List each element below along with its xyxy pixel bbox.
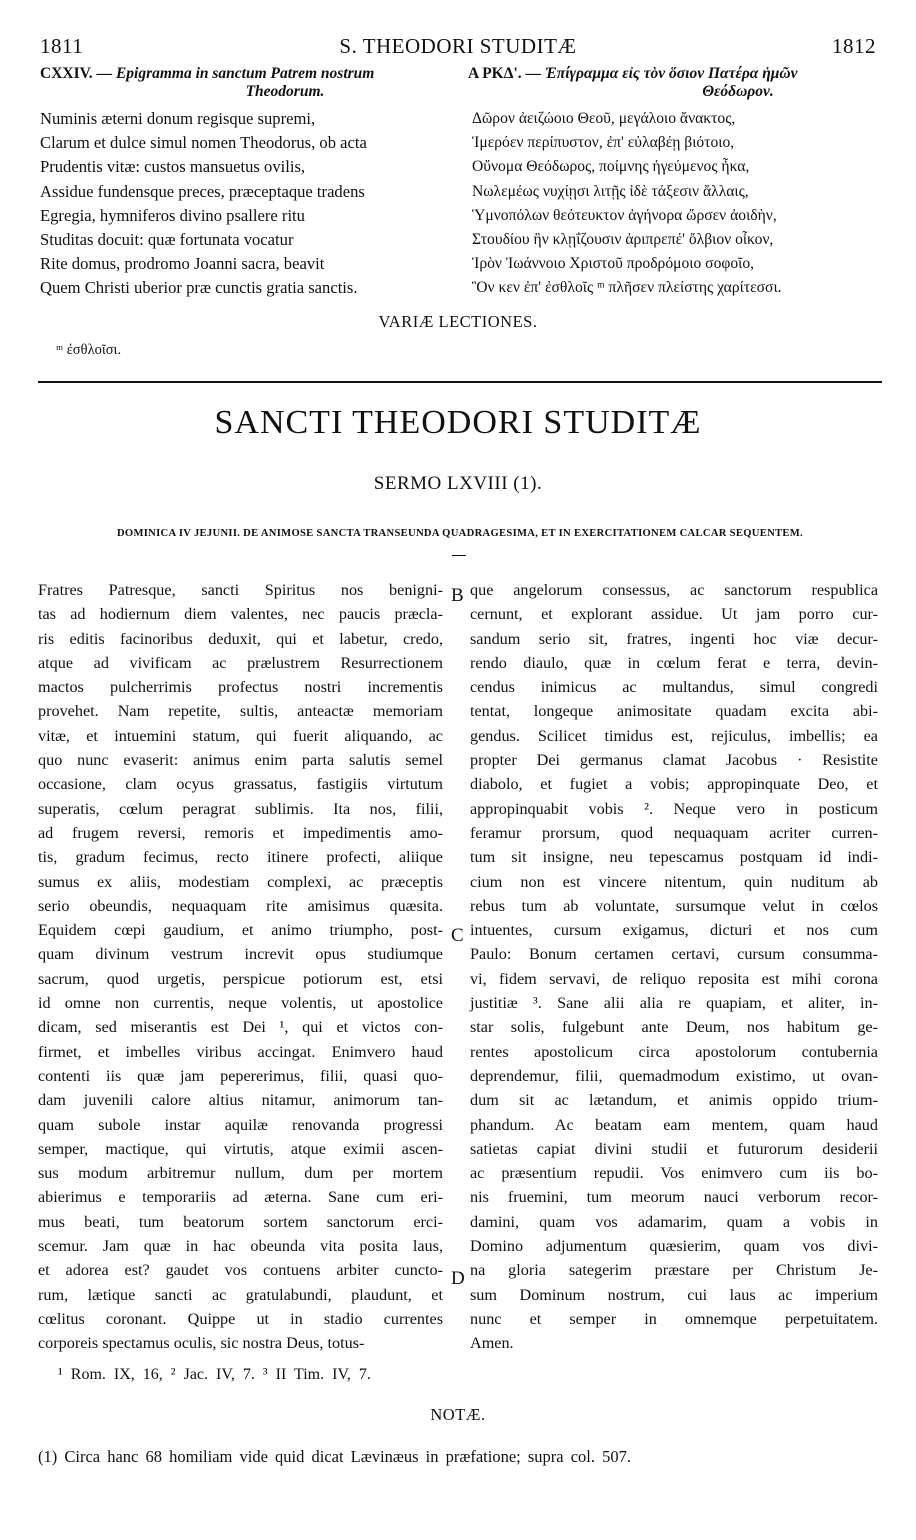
text-line: Fratres Patresque, sancti Spiritus nos benigni- — [38, 581, 443, 599]
epigram-latin-verse: Rite domus, prodromo Joanni sacra, beavit — [40, 254, 325, 274]
text-line: vitæ, et intuemini statum, qui fuerit aliquando, ac — [38, 726, 443, 745]
epigram-latin-verse: Assidue fundensque preces, præceptaque tradens — [40, 181, 365, 201]
text-line: Equidem cœpi gaudium, et animo triumpho, post- — [38, 921, 443, 940]
epigram-greek-verses — [468, 107, 888, 301]
text-column-right — [470, 578, 878, 1356]
epigram-latin-verse: Egregia, hymniferos divino psallere ritu — [40, 205, 305, 225]
column-number-right: 1812 — [832, 34, 876, 58]
epigram-latin-verse: Clarum et dulce simul nomen Theodorus, ob acta — [40, 133, 367, 153]
epigram-section — [40, 64, 884, 296]
text-line: tas ad hodiernum diem valentes, nec paucis præcla- — [38, 605, 443, 624]
text-line: occasione, clam ocyus grassatus, fastigiis virtutum — [38, 775, 443, 794]
text-line: na gloria sategerim præstare per Christum Je- — [470, 1261, 878, 1280]
text-line: Paulo: Bonum certamen certavi, cursum consumma- — [470, 945, 878, 964]
text-line: sus modum arbitremur nullum, dum per mortem — [38, 1164, 443, 1183]
epigram-greek-verse: Στουδίου ἣν κλῃΐζουσιν ἀριπρεπέ' ὄλβιον οἶκον, — [472, 231, 774, 249]
text-line: quo nunc evaserit: animus enim parta salutis semel — [38, 751, 443, 770]
text-line: nunc et semper in omnemque perpetuitatem. — [470, 1309, 878, 1328]
text-line: cœlitus coronant. Quippe ut in stadio currentes — [38, 1309, 443, 1328]
epigram-greek-verse: Δῶρον ἀειζώοιο Θεοῦ, μεγάλοιο ἄνακτος, — [472, 110, 736, 127]
text-line: ris editis facinoribus deduxit, qui et labetur, credo, — [38, 629, 443, 648]
text-line: star solis, fulgebunt ante Deum, nos habitum ge- — [470, 1018, 878, 1037]
text-line: appropinquabit vobis ². Neque vero in posticum — [470, 799, 878, 818]
text-line: ad frugem reversi, remoris et impedimentis amo- — [38, 823, 443, 842]
text-line: et adorea est? gaudet vos contuens arbiter cuncto- — [38, 1261, 443, 1280]
epigram-greek — [468, 64, 888, 301]
text-line: tum sit insigne, neu tepescamus postquam id indi- — [470, 848, 878, 867]
section-divider — [38, 381, 882, 383]
text-line: contenti iis quæ jam pepererimus, filii, quasi quo- — [38, 1066, 443, 1085]
text-line: propter Dei germanus clamat Jacobus · Resistite — [470, 751, 878, 770]
text-line: Domino adjumentum quæsierim, quam vos divi- — [470, 1237, 878, 1256]
text-line: justitiæ ³. Sane alii alia re quapiam, et aliter, in- — [470, 994, 878, 1013]
epigram-latin-title — [40, 64, 460, 83]
short-divider — [452, 555, 466, 556]
epigram-latin-verse: Numinis æterni donum regisque supremi, — [40, 109, 316, 128]
epigram-greek-verse: Ὃν κεν ἐπ' ἐσθλοῖς ᵐ πλῆσεν πλείστης χαρίτεσσι. — [472, 279, 782, 297]
text-line: scemur. Jam quæ in hac obeunda vita posita laus, — [38, 1237, 443, 1256]
margin-marker-b: B — [451, 585, 464, 606]
epigram-greek-title-text: Ἐπίγραμμα εἰς τὸν ὅσιον Πατέρα ἡμῶν — [544, 65, 798, 82]
text-line: abierimus e temporariis ad æterna. Sane cum eri- — [38, 1188, 443, 1207]
margin-marker-d: D — [451, 1268, 465, 1289]
text-line: sumus ex aliis, modestiam complexi, ac præceptis — [38, 872, 443, 891]
text-line: Amen. — [470, 1334, 514, 1353]
text-line: ac præsentium repudii. Vos enimvero cum iis bo- — [470, 1164, 878, 1183]
text-line: feramur prorsum, quod nequaquam acriter curren- — [470, 823, 878, 842]
text-line: sum Dominum nostrum, cui laus ac imperium — [470, 1285, 878, 1304]
page-header — [40, 34, 876, 60]
text-line: cernunt, et explorant assidue. Ut jam porro cur- — [470, 605, 878, 624]
epigram-latin-number: CXXIV. — — [40, 65, 113, 82]
epigram-greek-number: A ΡΚΔ'. — — [468, 65, 542, 82]
epigram-greek-verse: Ἱμερόεν περίπυστον, ἐπ' εὐλαβέῃ βιότοιο, — [472, 134, 735, 152]
text-line: cium non est vincere nitentum, quin nuditum ab — [470, 872, 878, 891]
text-line: diabolo, et fugiet a vobis; appropinquate Deo, et — [470, 775, 878, 794]
text-line: atque ad vivificam ac prælustrem Resurrectionem — [38, 653, 443, 672]
epigram-latin-verse: Prudentis vitæ: custos mansuetus ovilis, — [40, 157, 306, 177]
text-line: corporeis spectamus oculis, sic nostra Deus, totus- — [38, 1334, 365, 1353]
epigram-latin — [40, 64, 460, 301]
text-line: nis fruemini, tum meorum nauci verborum recor- — [470, 1188, 878, 1207]
text-line: dum sit ac lætandum, et animis oppido trium- — [470, 1091, 878, 1110]
text-line: deprendemur, filii, quemadmodum existimo, ut ovan- — [470, 1066, 878, 1085]
column-number-left: 1811 — [40, 34, 84, 58]
text-line: tis, gradum fecimus, recto itinere profecti, aliique — [38, 848, 443, 867]
text-line: dicam, sed miserantis est Dei ¹, qui et victos con- — [38, 1018, 443, 1037]
text-line: mus beati, tum beatorum sortem sanctorum erci- — [38, 1212, 443, 1231]
text-line: que angelorum consessus, ac sanctorum respublica — [470, 581, 878, 599]
sermo-title: SERMO LXVIII (1). — [373, 473, 543, 494]
text-line: mactos pulcherrimis profectus nostri incrementis — [38, 678, 443, 697]
epigram-greek-title-line2: Θεόδωρον. — [702, 83, 774, 100]
running-head: S. THEODORI STUDITÆ — [339, 34, 577, 58]
text-line: rentes apostolicum circa apostolorum contubernia — [470, 1042, 878, 1061]
notae-heading: NOTÆ. — [430, 1405, 486, 1424]
text-line: intuentes, cursum exigamus, dicturi et nos cum — [470, 921, 878, 940]
text-line: cendus inimicus ac multandus, simul congredi — [470, 678, 878, 697]
text-line: id omne non currentis, neque volentis, ut apostolice — [38, 994, 443, 1013]
epigram-greek-verse: Οὔνομα Θεόδωρος, ποίμνης ἡγεύμενος ἦκα, — [472, 158, 750, 176]
epigram-latin-verse: Studitas docuit: quæ fortunata vocatur — [40, 230, 294, 250]
epigram-greek-title — [468, 64, 888, 83]
text-line: tentat, longeque animositate quadam excita abi- — [470, 702, 878, 721]
margin-marker-c: C — [451, 925, 464, 946]
text-column-left — [38, 578, 443, 1356]
text-line: satietas capiat divini studii et futurorum desiderii — [470, 1139, 878, 1158]
variae-lectiones-note: ᵐ ἐσθλοῖσι. — [56, 342, 122, 358]
variae-lectiones-heading: VARIÆ LECTIONES. — [378, 312, 538, 331]
text-line: provehet. Nam repetite, sultis, anteactæ memoriam — [38, 702, 443, 721]
text-line: quam subole instar aquilæ renovanda progressi — [38, 1115, 443, 1134]
text-line: firmet, et imbelles viribus accingat. Enimvero haud — [38, 1042, 443, 1061]
text-line: sandum serio sit, fratres, ingenti hoc viæ decur- — [470, 629, 878, 648]
text-line: rum, lætique sancti ac gratulabundi, plaudunt, et — [38, 1285, 443, 1304]
epigram-greek-verse: Ἱρὸν Ἰωάννοιο Χριστοῦ προδρόμοιο σοφοῖο, — [472, 255, 755, 273]
text-line: quam divinum vestrum increvit opus studiumque — [38, 945, 443, 964]
text-line: vi, fidem servavi, de reliquo reposita est mihi corona — [470, 969, 878, 988]
text-line: rebus tum ab voluntate, sursumque velut in cœlos — [470, 896, 878, 915]
text-line: gendus. Scilicet timidus est, rejiculus, imbellis; ea — [470, 726, 878, 745]
notae-note: (1) Circa hanc 68 homiliam vide quid dicat Lævinæus in præfatione; supra col. 507. — [38, 1447, 632, 1466]
epigram-greek-verse: Ὑμνοπόλων θεότευκτον ἀγήνορα ὤρσεν ἀοιδὴν, — [472, 206, 777, 224]
epigram-latin-title-line2: Theodorum. — [245, 83, 325, 100]
epigram-latin-verses — [40, 107, 460, 301]
text-line: sacrum, quod urgetis, perspicue potiorum est, etsi — [38, 969, 443, 988]
text-line: phandum. Ac beatam eam mentem, quam haud — [470, 1115, 878, 1134]
epigram-latin-title-text: Epigramma in sanctum Patrem nostrum — [115, 65, 375, 82]
text-line: dam juvenili calore altius nitamur, animorum tan- — [38, 1091, 443, 1110]
epigram-greek-verse: Νωλεμέως νυχίῃσι λιτῇς ἰδὲ τάξεσιν ἄλλαις, — [472, 182, 749, 200]
text-line: serio obeundis, nequaquam rite amisimus quæsita. — [38, 896, 443, 915]
text-line: superatis, cœlum peragrat sublimis. Ita nos, filii, — [38, 799, 443, 818]
text-line: rendo diaulo, quæ in cœlum ferat e terra, devin- — [470, 653, 878, 672]
text-line: semper, mactique, qui virtutis, atque eximii ascen- — [38, 1139, 443, 1158]
epigram-latin-verse: Quem Christi uberior præ cunctis gratia sanctis. — [40, 278, 358, 298]
sermo-subtitle: DOMINICA IV JEJUNII. DE ANIMOSE SANCTA TRANSEUNDA QUADRAGESIMA, ET IN EXERCITATIONEM CALCAR SEQUENTEM. — [116, 528, 804, 539]
footnote-references: ¹ Rom. IX, 16, ² Jac. IV, 7. ³ II Tim. IV, 7. — [58, 1366, 371, 1383]
page-title: SANCTI THEODORI STUDITÆ — [214, 404, 702, 441]
text-line: damini, quam vos adamarim, quam a vobis in — [470, 1212, 878, 1231]
